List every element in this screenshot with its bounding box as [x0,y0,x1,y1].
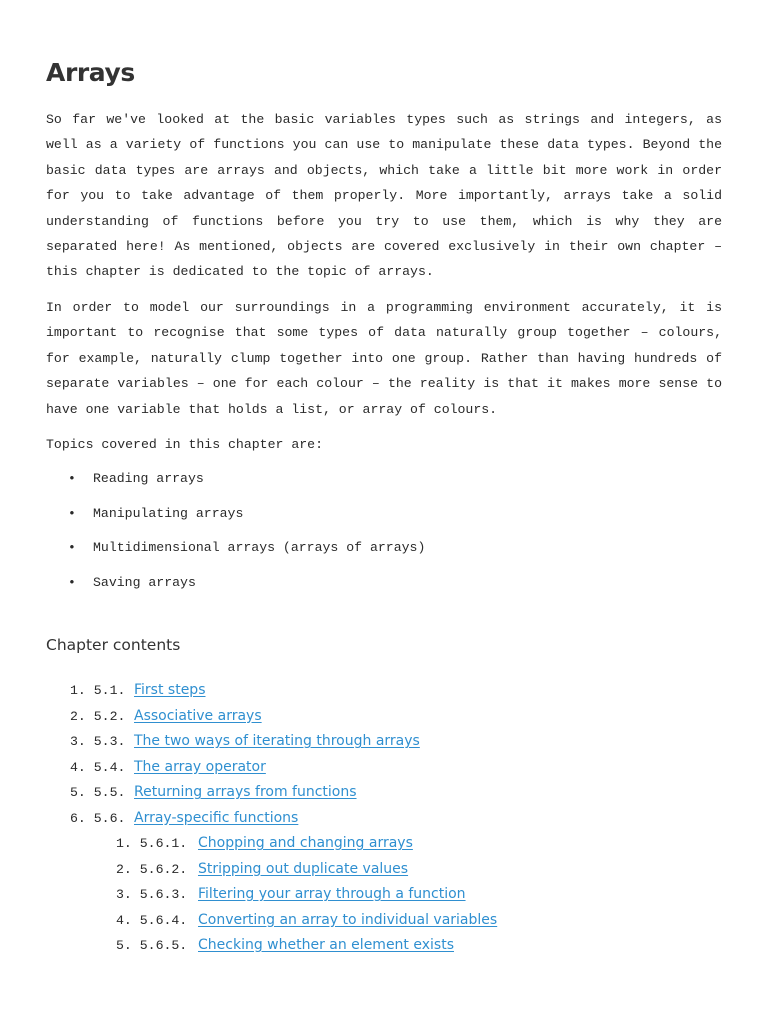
topic-label: Saving arrays [93,574,196,590]
toc-link-array-operator[interactable]: The array operator [134,758,266,775]
toc-link-stripping-duplicates[interactable]: Stripping out duplicate values [198,860,409,877]
toc-link-first-steps[interactable]: First steps [134,682,206,698]
toc-number: 1. 5.6.1. [116,836,188,851]
list-item [46,535,425,570]
model-paragraph: In order to model our surroundings in a programming environment accurately, it is important to recognise that some types of data naturally group together – colours, for example, naturally clump together into one group. Rather than having hundreds of separate variables – one for each colour – the reality is that it makes more sense to have one variable that holds a list, or array of colours. [46,300,722,417]
toc-number: 2. 5.2. [70,708,126,724]
list-item [46,466,425,501]
toc-link-array-functions[interactable]: Array-specific functions [134,809,299,826]
bullet-icon: • [68,471,76,486]
toc-link-returning-arrays[interactable]: Returning arrays from functions [134,784,357,800]
contents-heading: Chapter contents [46,636,181,654]
toc-number: 5. 5.6.5. [116,938,188,953]
toc-link-iterating[interactable]: The two ways of iterating through arrays [134,733,420,749]
topic-label: Manipulating arrays [93,505,244,521]
topic-label: Reading arrays [93,471,204,486]
page-title: Arrays [46,58,135,87]
toc-number: 4. 5.6.4. [116,912,188,928]
bullet-icon: • [68,540,76,555]
bullet-icon: • [68,574,76,590]
bullet-icon: • [68,505,76,521]
topics-list [46,466,425,604]
toc-link-associative-arrays[interactable]: Associative arrays [134,707,262,724]
toc-number: 3. 5.3. [70,734,126,749]
intro-paragraph: So far we've looked at the basic variables types such as strings and integers, as well as a variety of functions you can use to manipulate these data types. Beyond the basic data types are arrays and objects, which take a little bit more work in order for you to take advantage of them properly. More importantly, arrays take a solid understanding of functions before you try to use them, which is why they are separated here! As mentioned, objects are covered exclusively in their own chapter – this chapter is dedicated to the topic of arrays. [46,112,722,280]
toc-number: 5. 5.5. [70,785,126,800]
topic-label: Multidimensional arrays (arrays of arrays) [93,540,426,555]
toc-number: 4. 5.4. [70,759,126,775]
toc-number: 3. 5.6.3. [116,887,188,902]
toc-link-chopping-arrays[interactable]: Chopping and changing arrays [198,835,413,851]
list-item [46,570,425,605]
toc-number: 2. 5.6.2. [116,861,188,877]
topics-intro: Topics covered in this chapter are: [46,437,323,452]
toc-number: 6. 5.6. [70,810,126,826]
list-item [46,501,425,536]
toc-link-converting-array[interactable]: Converting an array to individual variables [198,911,498,928]
toc-link-element-exists[interactable]: Checking whether an element exists [198,937,454,953]
toc-number: 1. 5.1. [70,683,126,698]
toc-link-filtering-array[interactable]: Filtering your array through a function [198,886,466,902]
